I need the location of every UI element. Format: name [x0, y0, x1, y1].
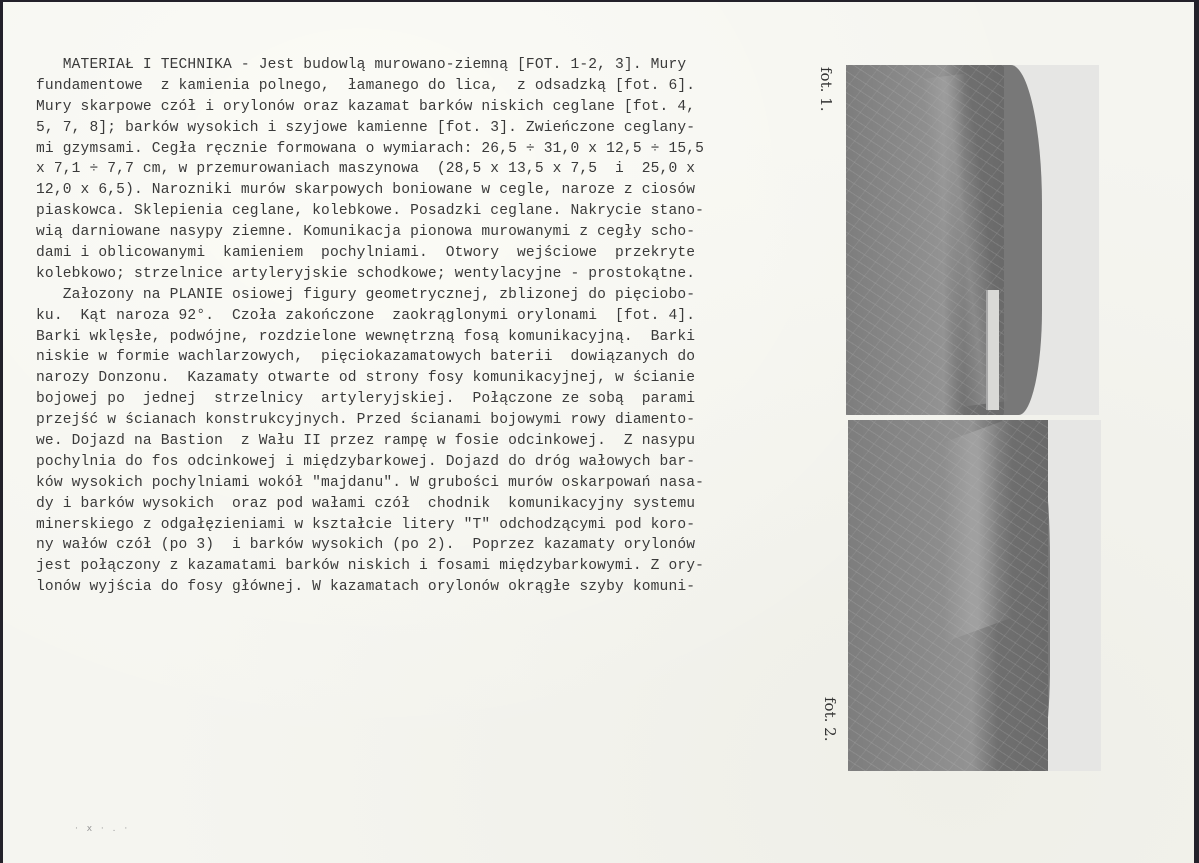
text-line: jest połączony z kazamatami barków niskich i fosami międzybarkowymi. Z ory- — [36, 558, 705, 575]
text-line: minerskiego z odgałęzieniami w kształcie litery "T" odchodzącymi pod koro- — [36, 516, 696, 533]
text-line: x 7,1 ÷ 7,7 cm, w przemurowaniach maszynowa (28,5 x 13,5 x 7,5 i 25,0 x — [36, 161, 696, 178]
photo-caption-2: fot. 2. — [821, 697, 839, 742]
text-line: 5, 7, 8]; barków wysokich i szyjowe kamienne [fot. 3]. Zwieńczone ceglany- — [36, 119, 696, 136]
text-line: fundamentowe z kamienia polnego, łamanego do lica, z odsadzką [fot. 6]. — [36, 77, 696, 94]
text-line: pochylnia do fos odcinkowej i międzybarkowej. Dojazd do dróg wałowych bar- — [36, 453, 696, 470]
margin-marks: · x · . · — [75, 824, 131, 834]
text-line: bojowej po jednej strzelnicy artyleryjskiej. Połączone ze sobą parami — [36, 391, 696, 408]
text-line: wią darniowane nasypy ziemne. Komunikacja pionowa murowanymi z cegły scho- — [36, 224, 696, 241]
text-line: piaskowca. Sklepienia ceglane, kolebkowe. Posadzki ceglane. Nakrycie stano- — [36, 203, 705, 220]
paragraph-material-technique — [36, 55, 796, 285]
text-line: dy i barków wysokich oraz pod wałami czół chodnik komunikacyjny systemu — [36, 495, 696, 512]
text-line: ku. Kąt naroza 92°. Czoła zakończone zaokrąglonymi orylonami [fot. 4]. — [36, 307, 696, 324]
text-line: MATERIAŁ I TECHNIKA - Jest budowlą murowano-ziemną [FOT. 1-2, 3]. Mury — [36, 57, 687, 73]
text-line: ny wałów czół (po 3) i barków wysokich (po 2). Poprzez kazamaty orylonów — [36, 537, 696, 554]
paragraph-plan — [36, 285, 796, 598]
text-line: Mury skarpowe czół i orylonów oraz kazamat barków niskich ceglane [fot. 4, — [36, 98, 696, 115]
text-line: dami i oblicowanymi kamieniem pochylniami. Otwory wejściowe przekryte — [36, 245, 696, 262]
text-line: lonów wyjścia do fosy głównej. W kazamatach orylonów okrągłe szyby komuni- — [36, 579, 696, 596]
text-line: 12,0 x 6,5). Narozniki murów skarpowych boniowane w cegle, naroze z ciosów — [36, 182, 696, 199]
photo-panel — [846, 65, 1096, 771]
text-line: przejść w ścianach konstrukcyjnych. Przed ścianami bojowymi rowy diamento- — [36, 412, 696, 429]
photo-structure — [986, 290, 999, 410]
text-line: mi gzymsami. Cegła ręcznie formowana o wymiarach: 26,5 ÷ 31,0 x 12,5 ÷ 15,5 — [36, 140, 705, 157]
text-line: narozy Donzonu. Kazamaty otwarte od strony fosy komunikacyjnej, w ścianie — [36, 370, 696, 387]
body-text — [36, 55, 796, 598]
text-line: ków wysokich pochylniami wokół "majdanu". W grubości murów oskarpowań nasa- — [36, 474, 705, 491]
photo-2 — [848, 420, 1101, 771]
photo-caption-1: fot. 1. — [817, 67, 835, 112]
text-line: niskie w formie wachlarzowych, pięciokazamatowych baterii dowiązanych do — [36, 349, 696, 366]
photo-1 — [846, 65, 1099, 415]
photo-sky — [1043, 420, 1101, 771]
text-line: kolebkowo; strzelnice artyleryjskie schodkowe; wentylacyjne - prostokątne. — [36, 265, 696, 282]
photo-earthwork-slope — [943, 420, 1013, 643]
scanned-page — [3, 2, 1194, 863]
text-line: Załozony na PLANIE osiowej figury geometrycznej, zblizonej do pięciobo- — [36, 286, 696, 303]
text-line: Barki wklęsłe, podwójne, rozdzielone wewnętrzną fosą komunikacyjną. Barki — [36, 328, 696, 345]
text-line: we. Dojazd na Bastion z Wału II przez rampę w fosie odcinkowej. Z nasypu — [36, 433, 696, 450]
